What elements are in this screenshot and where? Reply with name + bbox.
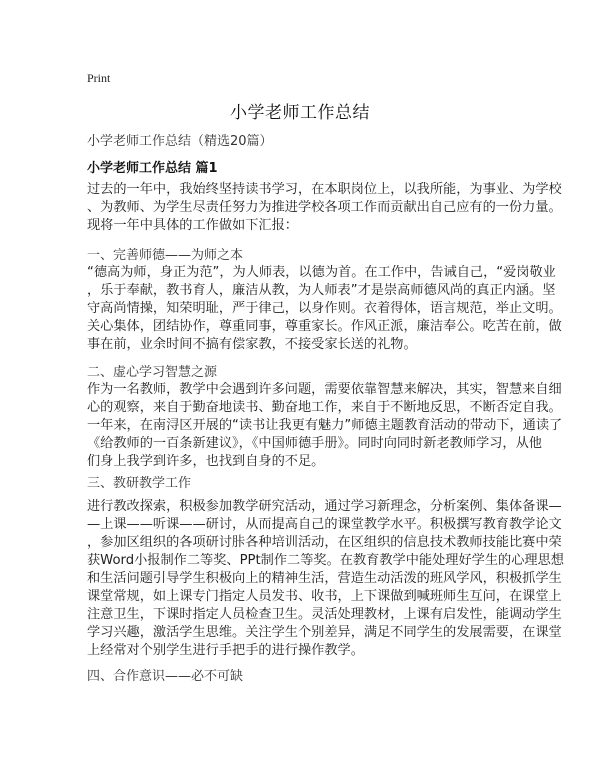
- paragraph-line: 学习兴趣，激活学生思维。关注学生个别差异，满足不同学生的发展需要，在课堂: [87, 625, 562, 640]
- paragraph-line: 心的观察，来自于勤奋地读书、勤奋地工作，来自于不断地反思，不断否定自我。: [87, 400, 562, 415]
- document-subtitle: 小学老师工作总结（精选20篇）: [87, 134, 273, 149]
- print-label[interactable]: Print: [87, 71, 111, 85]
- paragraph-line: 过去的一年中，我始终坚持读书学习，在本职岗位上，以我所能，为事业、为学校: [87, 182, 562, 197]
- paragraph-line: 和生活问题引导学生积极向上的精神生活，营造生动活泼的班风学风，积极抓学生: [87, 571, 562, 586]
- paragraph-line: —上课——听课——研讨，从而提高自己的课堂教学水平。积极撰写教育教学论文: [87, 517, 562, 532]
- section-heading-2: 二、虚心学习智慧之源: [87, 365, 218, 380]
- paragraph-line: 作为一名教师，教学中会遇到许多问题，需要依靠智慧来解决，其实，智慧来自细: [87, 382, 562, 397]
- section-heading-4: 四、合作意识——必不可缺: [87, 669, 244, 684]
- paragraph-line: 课堂常规，如上课专门指定人员发书、收书，上下课做到喊班师生互问，在课堂上: [87, 589, 562, 604]
- article-heading: 小学老师工作总结 篇1: [87, 161, 218, 176]
- paragraph-line: 《给教师的一百条新建议》，《中国师德手册》。同时向同时新老教师学习，从他: [87, 436, 542, 451]
- paragraph-line: ，参加区组织的各项研讨胩各种培训活动，在区组织的信息技术教师技能比赛中荣: [87, 535, 562, 550]
- section-2-paragraph: [87, 381, 563, 471]
- paragraph-line: 现将一年中具体的工作做如下汇报：: [87, 218, 298, 233]
- section-heading-1: 一、完善师德——为师之本: [87, 248, 244, 263]
- paragraph-line: 一年来，在南浔区开展的“读书让我更有魅力”师德主题教育活动的带动下，通读了: [87, 418, 563, 433]
- paragraph-line: 获Word小报制作二等奖、PPt制作二等奖。在教育教学中能处理好学生的心理思想: [87, 553, 564, 568]
- intro-paragraph: [87, 181, 562, 235]
- page-title: 小学老师工作总结: [230, 103, 370, 123]
- paragraph-line: ，乐于奉献，教书育人，廉洁从教，为人师表”才是崇高师德风尚的真正内涵。坚: [87, 283, 556, 298]
- paragraph-line: 上经常对个别学生进行手把手的进行操作教学。: [87, 643, 364, 658]
- paragraph-line: 进行教改探索，积极参加教学研究活动，通过学习新理念，分析案例、集体备课—: [87, 499, 562, 514]
- paragraph-line: 注意卫生，下课时指定人员检查卫生。灵活处理教材，上课有启发性，能调动学生: [87, 607, 562, 622]
- section-3-paragraph: [87, 498, 564, 660]
- paragraph-line: 、为教师、为学生尽责任努力为推进学校各项工作而贡献出自己应有的一份力量。: [87, 200, 562, 215]
- section-1-paragraph: [87, 264, 562, 354]
- paragraph-line: 守高尚情操，知荣明耻，严于律己，以身作则。衣着得体，语言规范，举止文明。: [87, 301, 562, 316]
- paragraph-line: 关心集体，团结协作，尊重同事，尊重家长。作风正派，廉洁奉公。吃苦在前，做: [87, 319, 562, 334]
- section-heading-3: 三、教研教学工作: [87, 476, 192, 491]
- paragraph-line: 们身上我学到许多，也找到自身的不足。: [87, 454, 325, 469]
- paragraph-line: 事在前，业余时间不搞有偿家教，不接受家长送的礼物。: [87, 337, 417, 352]
- paragraph-line: “德高为师，身正为范”，为人师表，以德为首。在工作中，告诫自己，“爱岗敬业: [87, 265, 556, 280]
